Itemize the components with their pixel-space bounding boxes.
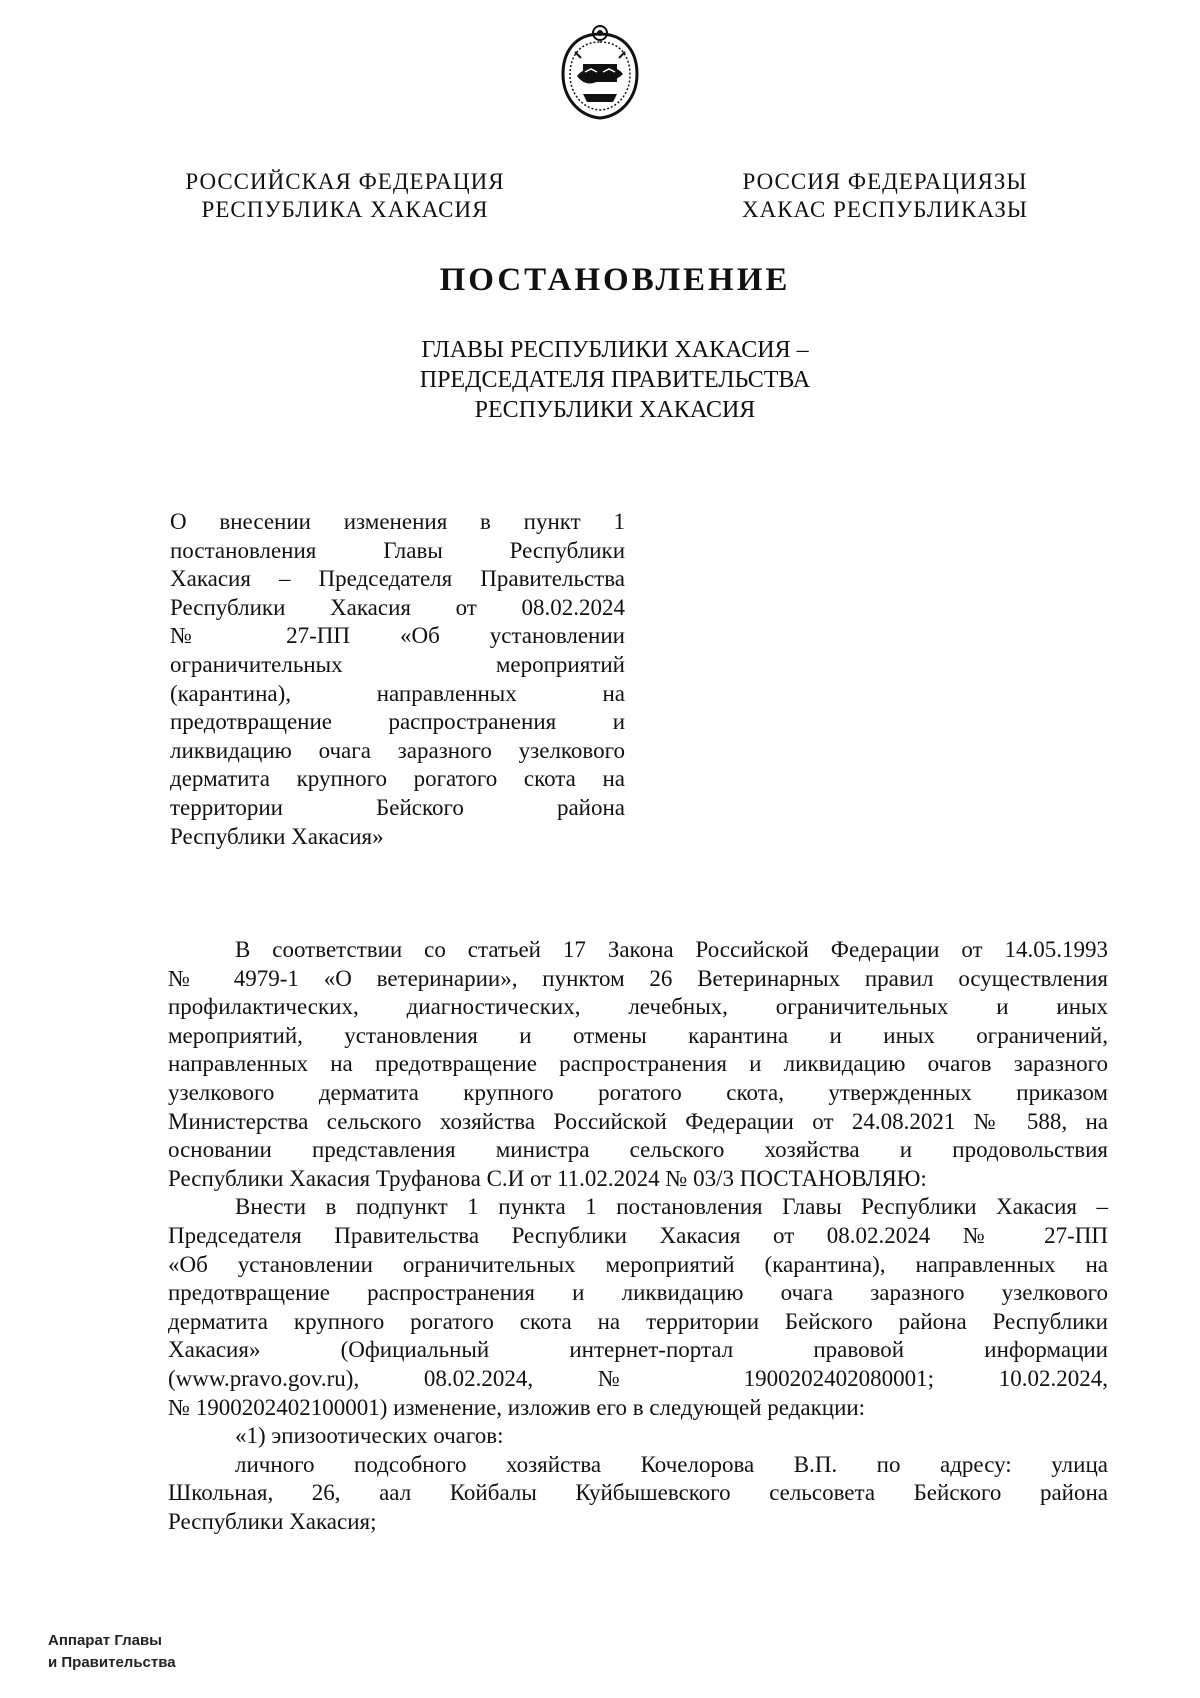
- body-line: дерматита крупного рогатого скота на территории Бейского района Республики: [168, 1308, 1108, 1334]
- subject-line: № 27-ПП «Об установлении: [170, 623, 625, 649]
- header-left-line-2: РЕСПУБЛИКА ХАКАСИЯ: [201, 197, 489, 222]
- body-line: Председателя Правительства Республики Хакасия от 08.02.2024 № 27-ПП: [168, 1222, 1108, 1248]
- body-line: мероприятий, установления и отмены карантина и иных ограничений,: [168, 1022, 1108, 1048]
- subject-line: (карантина), направленных на: [170, 680, 625, 706]
- body-line: предотвращение распространения и ликвидацию очага заразного узелкового: [168, 1280, 1108, 1306]
- subject-line: Республики Хакасия»: [170, 823, 384, 849]
- header-left-line-1: РОССИЙСКАЯ ФЕДЕРАЦИЯ: [185, 169, 505, 194]
- subject-line: Республики Хакасия от 08.02.2024: [170, 594, 625, 620]
- body-line: «Об установлении ограничительных мероприятий (карантина), направленных на: [168, 1251, 1108, 1277]
- body-line: профилактических, диагностических, лечебных, ограничительных и иных: [168, 994, 1108, 1020]
- body-line: Министерства сельского хозяйства Российской Федерации от 24.08.2021 № 588, на: [168, 1108, 1108, 1134]
- body-line: направленных на предотвращение распространения и ликвидацию очагов заразного: [168, 1051, 1108, 1077]
- document-title: ПОСТАНОВЛЕНИЕ: [439, 262, 791, 298]
- body-line: Внести в подпункт 1 пункта 1 постановления Главы Республики Хакасия –: [235, 1194, 1108, 1220]
- body-line: (www.pravo.gov.ru), 08.02.2024, № 1900202402080001; 10.02.2024,: [168, 1365, 1108, 1391]
- body-line: Хакасия» (Официальный интернет-портал правовой информации: [168, 1337, 1108, 1363]
- subject-line: О внесении изменения в пункт 1: [170, 509, 625, 534]
- subject-line: дерматита крупного рогатого скота на: [170, 766, 625, 792]
- subtitle-line-1: ГЛАВЫ РЕСПУБЛИКИ ХАКАСИЯ –: [421, 337, 809, 363]
- subject-line: Хакасия – Председателя Правительства: [170, 566, 625, 592]
- subject-line: ограничительных мероприятий: [170, 651, 625, 677]
- body-line: № 4979-1 «О ветеринарии», пунктом 26 Ветеринарных правил осуществления: [168, 965, 1108, 991]
- body-line: Школьная, 26, аал Койбалы Куйбышевского сельсовета Бейского района: [168, 1480, 1108, 1506]
- document-body: [168, 936, 1108, 1536]
- footer-stamp: [48, 1630, 176, 1674]
- body-line: Республики Хакасия Труфанова С.И от 11.02.2024 № 03/3 ПОСТАНОВЛЯЮ:: [168, 1165, 927, 1191]
- body-line: личного подсобного хозяйства Кочелорова В.П. по адресу: улица: [235, 1451, 1108, 1477]
- body-line: основании представления министра сельского хозяйства и продовольствия: [168, 1137, 1108, 1163]
- header-russian: [170, 168, 520, 224]
- body-line: «1) эпизоотических очагов:: [235, 1423, 504, 1449]
- document-subtitle: [0, 335, 1200, 425]
- subject-line: территории Бейского района: [170, 794, 625, 820]
- subtitle-line-3: РЕСПУБЛИКИ ХАКАСИЯ: [474, 397, 756, 423]
- coat-of-arms-emblem: [555, 22, 645, 122]
- header-right-line-2: ХАКАС РЕСПУБЛИКАЗЫ: [742, 197, 1028, 222]
- subject-line: предотвращение распространения и: [170, 709, 625, 735]
- body-line: узелкового дерматита крупного рогатого скота, утвержденных приказом: [168, 1079, 1108, 1105]
- subtitle-line-2: ПРЕДСЕДАТЕЛЯ ПРАВИТЕЛЬСТВА: [419, 367, 811, 393]
- subject-line: постановления Главы Республики: [170, 537, 625, 563]
- subject-line: ликвидацию очага заразного узелкового: [170, 737, 625, 763]
- footer-line-1: Аппарат Главы: [48, 1632, 162, 1649]
- body-line: Республики Хакасия;: [168, 1508, 377, 1534]
- header-right-line-1: РОССИЯ ФЕДЕРАЦИЯЗЫ: [742, 169, 1028, 194]
- header-khakas: [720, 168, 1050, 224]
- body-line: № 1900202402100001) изменение, изложив его в следующей редакции:: [168, 1394, 866, 1420]
- footer-line-2: и Правительства: [48, 1654, 176, 1671]
- body-line: В соответствии со статьей 17 Закона Российской Федерации от 14.05.1993: [235, 937, 1108, 962]
- document-subject: [170, 508, 625, 851]
